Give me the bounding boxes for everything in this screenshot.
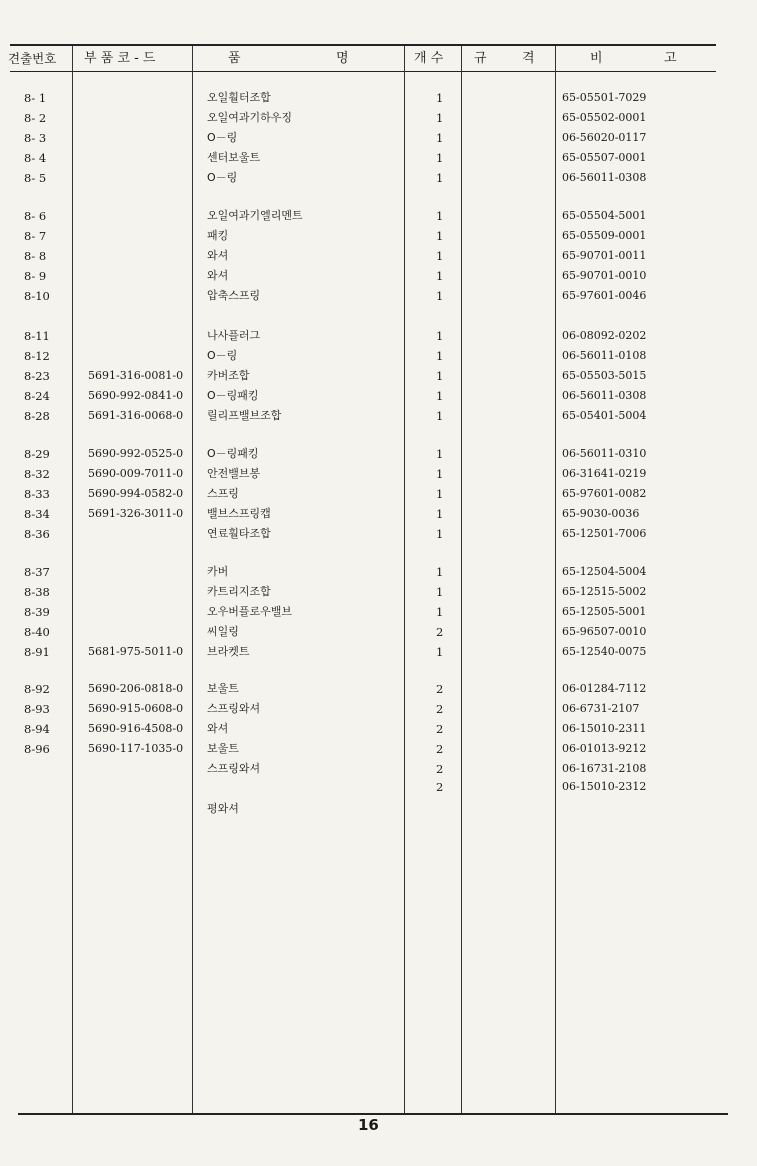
header-name-b: 명 xyxy=(336,51,349,66)
header-qty: 개 수 xyxy=(414,51,444,66)
remark-number: 65-97601-0082 xyxy=(562,487,647,500)
row-number: 8-36 xyxy=(24,527,50,541)
quantity: 1 xyxy=(436,565,444,579)
quantity: 2 xyxy=(436,742,444,756)
quantity: 2 xyxy=(436,722,444,736)
quantity: 1 xyxy=(436,645,444,659)
part-code: 5691-316-0068-0 xyxy=(88,409,184,422)
remark-number: 65-90701-0010 xyxy=(562,269,647,282)
col-divider-5 xyxy=(555,46,556,1113)
row-number: 8-24 xyxy=(24,389,50,403)
part-code: 5690-117-1035-0 xyxy=(88,742,184,755)
remark-number: 65-05509-0001 xyxy=(562,229,647,242)
page-number: 16 xyxy=(358,1116,379,1134)
part-name: 보울트 xyxy=(207,742,239,755)
part-name: 패킹 xyxy=(207,229,229,242)
part-name: 센터보울트 xyxy=(207,151,261,164)
row-number: 8-96 xyxy=(24,742,50,756)
quantity: 2 xyxy=(436,780,444,794)
part-name: 스프링와셔 xyxy=(207,702,261,715)
row-number: 8-32 xyxy=(24,467,50,481)
part-name: 스프링와셔 xyxy=(207,762,261,775)
quantity: 2 xyxy=(436,625,444,639)
part-name: O－링 xyxy=(207,131,238,144)
part-code: 5691-316-0081-0 xyxy=(88,369,184,382)
remark-number: 65-05507-0001 xyxy=(562,151,647,164)
remark-number: 06-16731-2108 xyxy=(562,762,647,775)
row-number: 8-92 xyxy=(24,682,50,696)
quantity: 1 xyxy=(436,91,444,105)
remark-number: 06-56011-0308 xyxy=(562,171,647,184)
part-name: 밸브스프링캡 xyxy=(207,507,271,520)
quantity: 1 xyxy=(436,151,444,165)
remark-number: 06-56020-0117 xyxy=(562,131,647,144)
remark-number: 06-15010-2311 xyxy=(562,722,647,735)
col-divider-1 xyxy=(72,46,73,1113)
row-number: 8- 1 xyxy=(24,91,47,105)
row-number: 8-33 xyxy=(24,487,50,501)
remark-number: 06-56011-0310 xyxy=(562,447,647,460)
row-number: 8- 8 xyxy=(24,249,47,263)
row-number: 8-11 xyxy=(24,329,50,343)
part-code: 5691-326-3011-0 xyxy=(88,507,184,520)
part-name: 오일훨터조합 xyxy=(207,91,271,104)
part-name: 평와셔 xyxy=(207,802,239,815)
col-divider-4 xyxy=(461,46,462,1113)
part-name: 안전밸브봉 xyxy=(207,467,261,480)
header-bottom-rule xyxy=(10,71,716,72)
quantity: 1 xyxy=(436,409,444,423)
row-number: 8-40 xyxy=(24,625,50,639)
quantity: 1 xyxy=(436,605,444,619)
remark-number: 65-05501-7029 xyxy=(562,91,647,104)
quantity: 1 xyxy=(436,527,444,541)
part-code: 5690-915-0608-0 xyxy=(88,702,184,715)
part-name: 스프링 xyxy=(207,487,239,500)
row-number: 8-91 xyxy=(24,645,50,659)
quantity: 1 xyxy=(436,269,444,283)
part-name: 와셔 xyxy=(207,722,229,735)
part-name: 나사플러그 xyxy=(207,329,261,342)
part-name: 연료훨타조합 xyxy=(207,527,271,540)
col-divider-3 xyxy=(404,46,405,1113)
part-code: 5690-994-0582-0 xyxy=(88,487,184,500)
remark-number: 65-97601-0046 xyxy=(562,289,647,302)
row-number: 8-34 xyxy=(24,507,50,521)
part-name: 압축스프링 xyxy=(207,289,261,302)
row-number: 8- 6 xyxy=(24,209,47,223)
remark-number: 65-05401-5004 xyxy=(562,409,647,422)
remark-number: 65-9030-0036 xyxy=(562,507,640,520)
header-note-a: 비 xyxy=(590,51,603,66)
remark-number: 06-01284-7112 xyxy=(562,682,647,695)
top-rule xyxy=(10,44,716,46)
row-number: 8- 2 xyxy=(24,111,47,125)
remark-number: 06-01013-9212 xyxy=(562,742,647,755)
row-number: 8- 4 xyxy=(24,151,47,165)
remark-number: 65-05502-0001 xyxy=(562,111,647,124)
row-number: 8-39 xyxy=(24,605,50,619)
quantity: 1 xyxy=(436,349,444,363)
remark-number: 65-96507-0010 xyxy=(562,625,647,638)
remark-number: 06-6731-2107 xyxy=(562,702,640,715)
part-name: O－링 xyxy=(207,171,238,184)
row-number: 8-10 xyxy=(24,289,50,303)
remark-number: 65-05503-5015 xyxy=(562,369,647,382)
quantity: 1 xyxy=(436,585,444,599)
row-number: 8-12 xyxy=(24,349,50,363)
part-code: 5690-206-0818-0 xyxy=(88,682,184,695)
part-name: O－링 xyxy=(207,349,238,362)
remark-number: 06-56011-0308 xyxy=(562,389,647,402)
quantity: 1 xyxy=(436,389,444,403)
part-name: 씨일링 xyxy=(207,625,239,638)
part-name: 카트리지조합 xyxy=(207,585,271,598)
header-code: 부 품 코 - 드 xyxy=(84,51,156,66)
part-code: 5690-009-7011-0 xyxy=(88,467,184,480)
remark-number: 06-15010-2312 xyxy=(562,780,647,793)
row-number: 8-93 xyxy=(24,702,50,716)
part-name: 오우버플로우밸브 xyxy=(207,605,293,618)
quantity: 1 xyxy=(436,111,444,125)
row-number: 8-37 xyxy=(24,565,50,579)
remark-number: 65-12515-5002 xyxy=(562,585,647,598)
part-name: 브라켓트 xyxy=(207,645,250,658)
part-name: 와셔 xyxy=(207,269,229,282)
part-name: 오일여과기하우징 xyxy=(207,111,293,124)
quantity: 2 xyxy=(436,702,444,716)
remark-number: 65-12540-0075 xyxy=(562,645,647,658)
part-name: 카버조합 xyxy=(207,369,250,382)
part-name: 오일여과기엘리멘트 xyxy=(207,209,303,222)
remark-number: 65-12504-5004 xyxy=(562,565,647,578)
header-note-b: 고 xyxy=(664,51,677,66)
row-number: 8- 3 xyxy=(24,131,47,145)
row-number: 8-94 xyxy=(24,722,50,736)
row-number: 8-38 xyxy=(24,585,50,599)
remark-number: 06-31641-0219 xyxy=(562,467,647,480)
quantity: 1 xyxy=(436,369,444,383)
quantity: 1 xyxy=(436,171,444,185)
quantity: 2 xyxy=(436,682,444,696)
row-number: 8-23 xyxy=(24,369,50,383)
part-name: 보울트 xyxy=(207,682,239,695)
col-divider-2 xyxy=(192,46,193,1113)
bottom-rule xyxy=(18,1113,728,1115)
part-name: O－링패킹 xyxy=(207,447,259,460)
remark-number: 65-05504-5001 xyxy=(562,209,647,222)
remark-number: 65-12501-7006 xyxy=(562,527,647,540)
quantity: 1 xyxy=(436,507,444,521)
quantity: 1 xyxy=(436,249,444,263)
remark-number: 65-12505-5001 xyxy=(562,605,647,618)
row-number: 8- 7 xyxy=(24,229,47,243)
row-number: 8- 9 xyxy=(24,269,47,283)
quantity: 1 xyxy=(436,467,444,481)
header-spec-a: 규 xyxy=(474,51,487,66)
part-code: 5690-992-0525-0 xyxy=(88,447,184,460)
header-spec-b: 격 xyxy=(522,51,535,66)
quantity: 1 xyxy=(436,289,444,303)
quantity: 1 xyxy=(436,447,444,461)
quantity: 2 xyxy=(436,762,444,776)
part-name: 릴리프밸브조합 xyxy=(207,409,282,422)
quantity: 1 xyxy=(436,229,444,243)
row-number: 8-29 xyxy=(24,447,50,461)
remark-number: 06-56011-0108 xyxy=(562,349,647,362)
quantity: 1 xyxy=(436,487,444,501)
header-no: 견출번호 xyxy=(8,51,57,66)
part-name: 와셔 xyxy=(207,249,229,262)
quantity: 1 xyxy=(436,209,444,223)
part-name: 카버 xyxy=(207,565,229,578)
remark-number: 06-08092-0202 xyxy=(562,329,647,342)
part-code: 5681-975-5011-0 xyxy=(88,645,184,658)
header-name-a: 품 xyxy=(228,51,241,66)
quantity: 1 xyxy=(436,131,444,145)
remark-number: 65-90701-0011 xyxy=(562,249,647,262)
part-code: 5690-992-0841-0 xyxy=(88,389,184,402)
row-number: 8- 5 xyxy=(24,171,47,185)
part-name: O－링패킹 xyxy=(207,389,259,402)
quantity: 1 xyxy=(436,329,444,343)
part-code: 5690-916-4508-0 xyxy=(88,722,184,735)
row-number: 8-28 xyxy=(24,409,50,423)
